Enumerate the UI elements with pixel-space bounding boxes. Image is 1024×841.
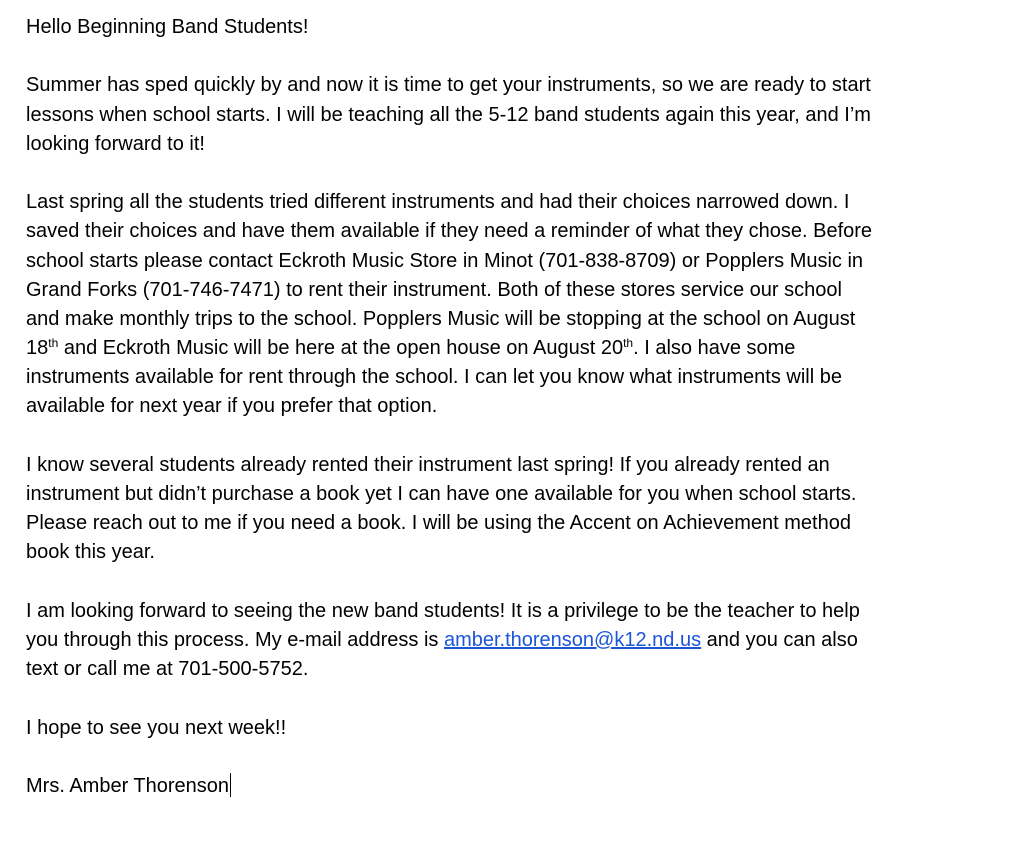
paragraph-line: Last spring all the students tried different instruments and had their choices narrowed down. I [26,191,850,214]
paragraph-line: and make monthly trips to the school. Popplers Music will be stopping at the school on August [26,307,856,330]
paragraph-contact [26,597,966,685]
paragraph-line: text or call me at 701-500-5752. [26,658,309,681]
paragraph-line: Please reach out to me if you need a book. I will be using the Accent on Achievement method [26,512,851,535]
paragraph-line: book this year. [26,541,155,564]
text-cursor [230,773,231,797]
paragraph-line: I am looking forward to seeing the new band students! It is a privilege to be the teacher to help [26,599,860,622]
signature-text: Mrs. Amber Thorenson [26,774,230,797]
paragraph-books [26,451,966,568]
paragraph-line-email [26,626,966,655]
paragraph-line: saved their choices and have them available if they need a reminder of what they chose. Before [26,220,873,243]
ordinal-suffix: th [48,336,59,351]
paragraph-line-dates [26,334,966,363]
paragraph-line: Summer has sped quickly by and now it is time to get your instruments, so we are ready to start [26,74,871,97]
paragraph-line: available for next year if you prefer that option. [26,395,438,418]
paragraph-line: instruments available for rent through the school. I can let you know what instruments will be [26,366,842,389]
paragraph-rentals [26,188,966,422]
closing-line: I hope to see you next week!! [26,716,287,739]
email-tail-text: and you can also [701,628,858,651]
paragraph-line: Grand Forks (701-746-7471) to rent their instrument. Both of these stores service our school [26,278,842,301]
paragraph-line: I know several students already rented their instrument last spring! If you already rented an [26,453,830,476]
email-lead-text: you through this process. My e-mail address is [26,628,444,651]
paragraph-line: school starts please contact Eckroth Music Store in Minot (701-838-8709) or Popplers Music in [26,249,864,272]
closing [26,714,966,743]
greeting-line: Hello Beginning Band Students! [26,16,309,38]
signature-line [26,772,966,801]
signature [26,772,966,801]
paragraph-line: instrument but didn’t purchase a book yet I can have one available for you when school starts. [26,483,857,505]
paragraph-line: looking forward to it! [26,132,205,155]
date-text-tail: . I also have some [633,337,796,360]
paragraph-line: lessons when school starts. I will be teaching all the 5-12 band students again this year, and I’m [26,103,871,126]
ordinal-suffix: th [623,336,634,351]
greeting [26,13,966,42]
date-number-18: 18 [26,337,49,360]
date-text: and Eckroth Music will be here at the open house on August 20 [58,337,624,360]
paragraph-summer [26,71,966,159]
document-body[interactable] [26,13,966,801]
email-link[interactable]: amber.thorenson@k12.nd.us [443,628,702,651]
